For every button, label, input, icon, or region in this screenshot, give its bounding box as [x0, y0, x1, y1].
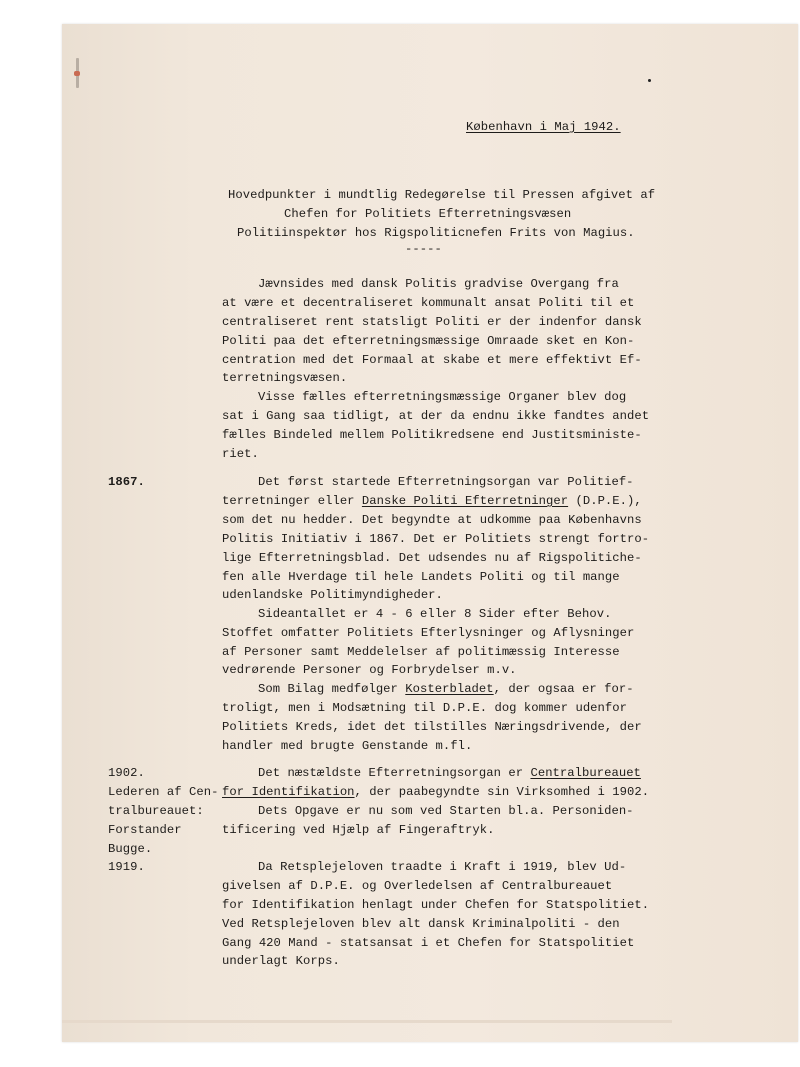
intro-p1-line: Politi paa det efterretningsmæssige Omraade sket en Kon-: [222, 334, 635, 348]
intro-p1-line: terretningsvæsen.: [222, 371, 348, 385]
dpe-line-2: terretninger eller Danske Politi Efterretninger (D.P.E.),: [222, 494, 642, 508]
cb-line-1: Det næstældste Efterretningsorgan er Centralbureauet: [258, 766, 641, 780]
cb-task-line: Dets Opgave er nu som ved Starten bl.a. Personiden-: [258, 804, 634, 818]
dpe-line: fen alle Hverdage til hele Landets Politi og til mange: [222, 570, 620, 584]
cb-underlined-2: for Identifikation: [222, 785, 355, 799]
margin-note: Forstander: [108, 823, 182, 837]
pages-line: af Personer samt Meddelelser af politimæssig Interesse: [222, 645, 620, 659]
dpe-underlined-name: Danske Politi Efterretninger: [361, 494, 569, 508]
kosterbladet-line-1: Som Bilag medfølger Kosterbladet, der ogsaa er for-: [258, 682, 634, 696]
title-line-3: Politiinspektør hos Rigspoliticnefen Frits von Magius.: [237, 226, 635, 240]
pages-line: vedrørende Personer og Forbrydelser m.v.: [222, 663, 517, 677]
margin-year-1919: 1919.: [108, 860, 145, 874]
dpe-line: som det nu hedder. Det begyndte at udkomme paa Københavns: [222, 513, 642, 527]
margin-note: tralbureauet:: [108, 804, 204, 818]
retspleje-line: for Identifikation henlagt under Chefen for Statspolitiet.: [222, 898, 650, 912]
margin-note: Bugge.: [108, 842, 153, 856]
dpe-line: lige Efterretningsblad. Det udsendes nu af Rigspolitiche-: [222, 551, 642, 565]
retspleje-line: underlagt Korps.: [222, 954, 340, 968]
retspleje-line: Da Retsplejeloven traadte i Kraft i 1919, blev Ud-: [258, 860, 627, 874]
kosterbladet-line: handler med brugte Genstande m.fl.: [222, 739, 473, 753]
kosterbladet-line: troligt, men i Modsætning til D.P.E. dog kommer udenfor: [222, 701, 628, 715]
margin-note: Lederen af Cen-: [108, 785, 219, 799]
rust-mark: [74, 71, 80, 76]
ink-speck: [648, 79, 651, 82]
intro-p1-line: centraliseret rent statsligt Politi er der indenfor dansk: [222, 315, 642, 329]
intro-p1-line: centration med det Formaal at skabe et mere effektivt Ef-: [222, 353, 642, 367]
dpe-line: Politis Initiativ i 1867. Det er Politiets strengt fortro-: [222, 532, 650, 546]
place-date: København i Maj 1942.: [466, 120, 621, 134]
cb-line-2: for Identifikation, der paabegyndte sin Virksomhed i 1902.: [222, 785, 650, 799]
title-line-1: Hovedpunkter i mundtlig Redegørelse til Pressen afgivet af: [228, 188, 656, 202]
intro-p2-line: fælles Bindeled mellem Politikredsene end Justitsministe-: [222, 428, 642, 442]
page-edge: [62, 1020, 672, 1023]
intro-p2-line: sat i Gang saa tidligt, at der da endnu ikke fandtes andet: [222, 409, 650, 423]
intro-p2-line: Visse fælles efterretningsmæssige Organer blev dog: [258, 390, 627, 404]
margin-note: 1902.: [108, 766, 145, 780]
title-line-2: Chefen for Politiets Efterretningsvæsen: [284, 207, 572, 221]
retspleje-line: givelsen af D.P.E. og Overledelsen af Centralbureauet: [222, 879, 613, 893]
retspleje-line: Gang 420 Mand - statsansat i et Chefen for Statspolitiet: [222, 936, 635, 950]
pages-line: Stoffet omfatter Politiets Efterlysninger og Aflysninger: [222, 626, 635, 640]
retspleje-line: Ved Retsplejeloven blev alt dansk Kriminalpoliti - den: [222, 917, 620, 931]
title-separator: -----: [405, 242, 442, 256]
kosterbladet-line: Politiets Kreds, idet det tilstilles Næringsdrivende, der: [222, 720, 642, 734]
margin-year-1867: 1867.: [108, 475, 145, 489]
intro-p1-line: at være et decentraliseret kommunalt ansat Politi til et: [222, 296, 635, 310]
kosterbladet-underlined: Kosterbladet: [405, 682, 494, 696]
intro-p1-line: Jævnsides med dansk Politis gradvise Overgang fra: [258, 277, 619, 291]
dpe-line-1: Det først startede Efterretningsorgan var Politief-: [258, 475, 634, 489]
cb-task-line: tificering ved Hjælp af Fingeraftryk.: [222, 823, 495, 837]
intro-p2-line: riet.: [222, 447, 259, 461]
pages-line: Sideantallet er 4 - 6 eller 8 Sider efter Behov.: [258, 607, 612, 621]
cb-underlined-1: Centralbureauet: [530, 766, 641, 780]
dpe-line: udenlandske Politimyndigheder.: [222, 588, 443, 602]
